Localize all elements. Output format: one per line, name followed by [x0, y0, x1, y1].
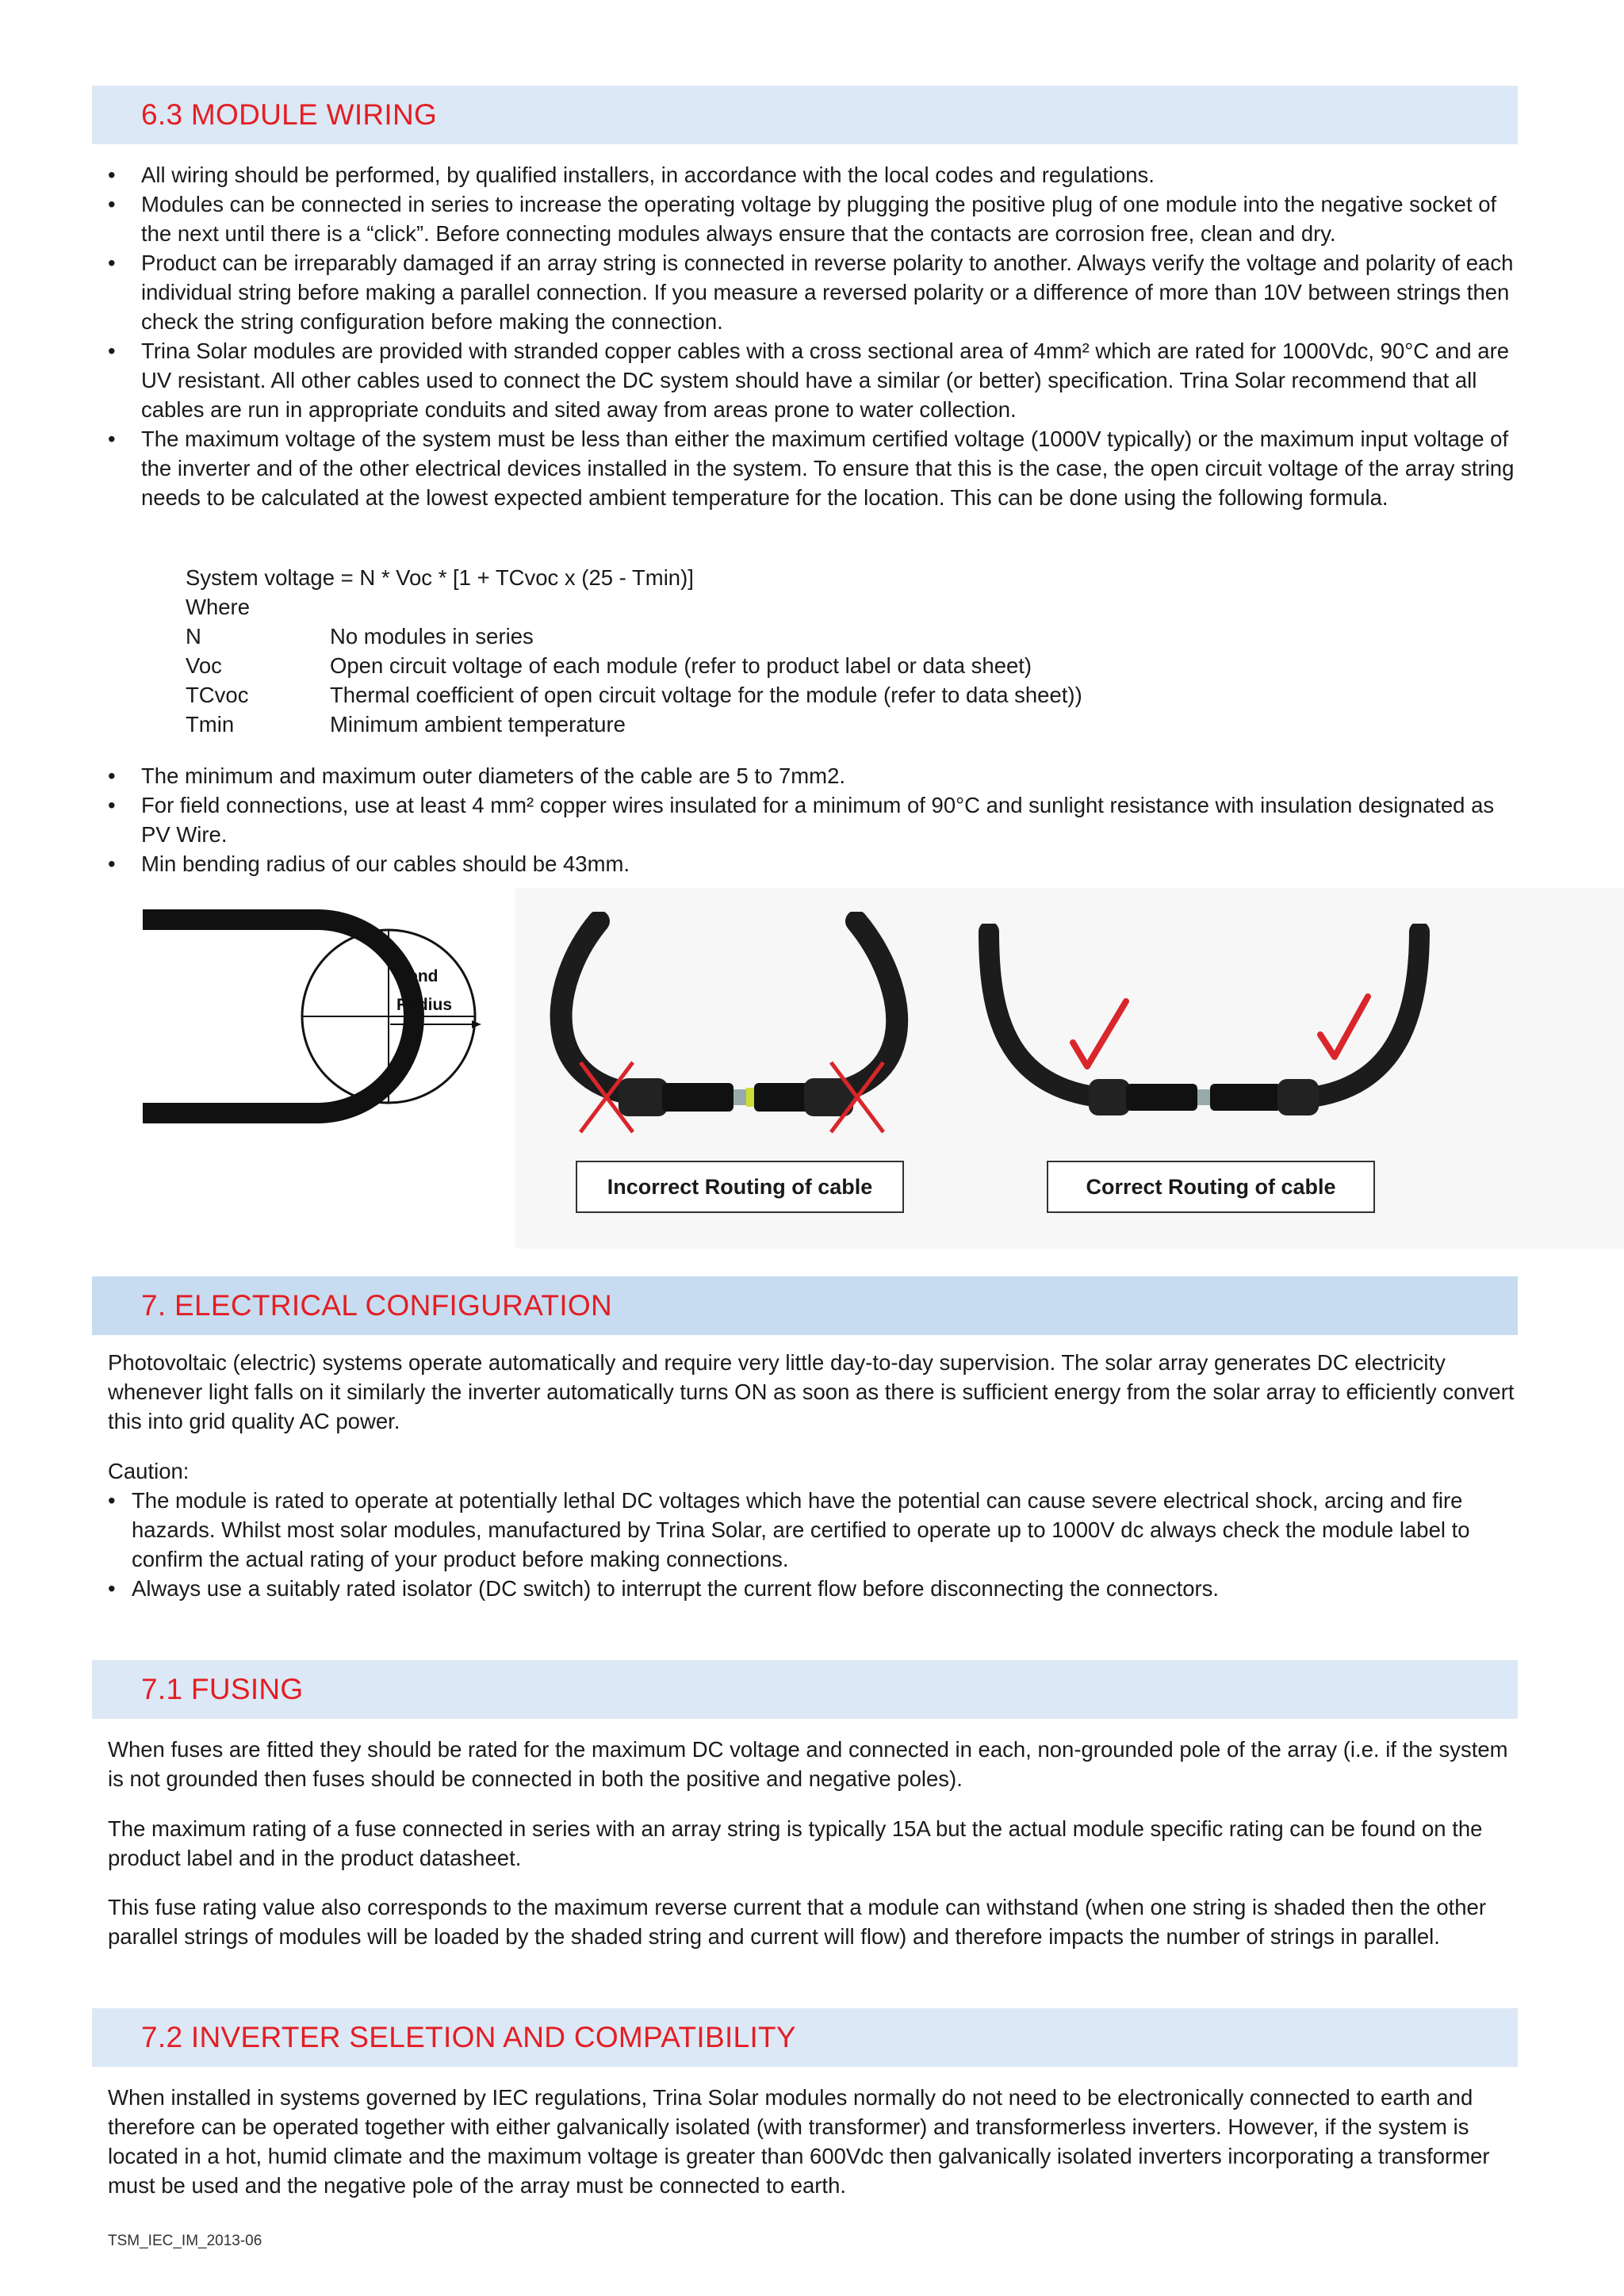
section-header-module-wiring — [92, 86, 1518, 144]
formula-where: Where — [186, 595, 250, 619]
formula-term — [186, 710, 1082, 739]
connector-nut-right — [1277, 1079, 1319, 1115]
bend-radius-diagram — [135, 904, 492, 1134]
electrical-intro-paragraph: Photovoltaic (electric) systems operate automatically and require very little day-to-day supervision. The solar array generates DC electricity whenever light falls on it similarly the inverter automatically turns ON as soon as there is sufficient energy from the solar array to efficiently convert this into grid quality AC power. — [108, 1350, 1515, 1433]
cable-right — [1304, 932, 1419, 1098]
term-desc: Open circuit voltage of each module (refer to product label or data sheet) — [330, 653, 1032, 678]
cable-left — [561, 921, 650, 1096]
bullet-item: • Trina Solar modules are provided with stranded copper cables with a cross sectional area of 4mm² which are rated for 1000Vdc, 90°C and are UV resistant. All other cables used to connect the DC system should have a similar (or better) specification. Trina Solar recommend that all cables are run in appropriate conduits and sited away from areas prone to water collection. — [108, 336, 1519, 424]
inverter-paragraph: When installed in systems governed by IEC regulations, Trina Solar modules normally do not need to be electronically connected to earth and therefore can be operated together with either galvanically isolated (with transformer) and transformerless inverters. However, if the system is located in a hot, humid climate and the maximum voltage is greater than 600Vdc then galvanically isolated inverters incorporating a transformer must be used and the negative pole of the array must be connected to earth. — [108, 2085, 1490, 2198]
section-header-electrical-configuration — [92, 1276, 1518, 1335]
bullet-item: • Always use a suitably rated isolator (DC switch) to interrupt the current flow before disconnecting the connectors. — [108, 1574, 1519, 1603]
fusing-paragraph: This fuse rating value also corresponds to the maximum reverse current that a module can withstand (when one string is shaded then the other parallel strings of modules will be loaded by the shaded string and current will flow) and therefore impacts the number of strings in parallel. — [108, 1895, 1487, 1949]
bullet-item: • Product can be irreparably damaged if an array string is connected in reverse polarity to another. Always verify the voltage and polarity of each individual string before making a parallel connection. If you measure a reversed polarity or a difference of more than 10V between strings then check the string configuration before making the connection. — [108, 248, 1519, 336]
wiring-bullet-list — [108, 160, 1519, 512]
connector-body-right — [754, 1083, 810, 1112]
cable-bullet-list — [108, 761, 1519, 878]
system-voltage-formula — [186, 563, 1082, 739]
fusing-paragraph: The maximum rating of a fuse connected in series with an array string is typically 15A but the actual module specific rating can be found on the product label and in the product datasheet. — [108, 1816, 1483, 1870]
correct-routing-illustration — [971, 924, 1447, 1146]
term-key: N — [186, 624, 201, 649]
cable-right — [809, 921, 897, 1096]
radius-arrow-head — [472, 1020, 481, 1028]
connector-latch — [746, 1088, 754, 1107]
term-key: TCvoc — [186, 683, 249, 707]
bullet-item: • All wiring should be performed, by qualified installers, in accordance with the local codes and regulations. — [108, 160, 1519, 189]
correct-routing-caption — [1047, 1161, 1375, 1213]
term-desc: Thermal coefficient of open circuit voltage for the module (refer to data sheet)) — [330, 683, 1082, 707]
fusing-paragraph: When fuses are fitted they should be rated for the maximum DC voltage and connected in each, non-grounded pole of the array (i.e. if the system is not grounded then fuses should be connected in both the positive and negative poles). — [108, 1737, 1508, 1791]
connector-body-right — [1210, 1084, 1281, 1111]
bend-label: Bend — [396, 967, 439, 985]
bullet-item: • Min bending radius of our cables should be 43mm. — [108, 849, 1519, 878]
radius-label: Radius — [396, 996, 453, 1014]
connector-nut-left — [1089, 1079, 1130, 1115]
section-title: 7.2 INVERTER SELETION AND COMPATIBILITY — [141, 2021, 796, 2053]
incorrect-routing-caption — [576, 1161, 904, 1213]
term-key: Tmin — [186, 712, 235, 737]
formula-term — [186, 651, 1082, 680]
bullet-item: • The minimum and maximum outer diameters of the cable are 5 to 7mm2. — [108, 761, 1519, 790]
connector-metal-left — [733, 1089, 746, 1105]
section-title: 7. ELECTRICAL CONFIGURATION — [141, 1289, 613, 1322]
connector-nut-left — [619, 1078, 668, 1116]
formula-term — [186, 680, 1082, 710]
section-header-fusing — [92, 1660, 1518, 1719]
caption-text: Incorrect Routing of cable — [607, 1174, 873, 1199]
cable-left — [989, 932, 1106, 1098]
document-footer-code: TSM_IEC_IM_2013-06 — [108, 2233, 262, 2249]
section-header-inverter-selection — [92, 2008, 1518, 2067]
formula-equation: System voltage = N * Voc * [1 + TCvoc x (25 - Tmin)] — [186, 565, 694, 590]
term-key: Voc — [186, 653, 222, 678]
caution-label: Caution: — [108, 1459, 190, 1483]
term-desc: No modules in series — [330, 624, 534, 649]
caution-bullet-list — [108, 1486, 1519, 1603]
check-mark-icon — [1073, 1001, 1126, 1066]
bullet-item: • The module is rated to operate at potentially lethal DC voltages which have the potential can cause severe electrical shock, arcing and fire hazards. Whilst most solar modules, manufactured by Trina Solar, are certified to operate up to 1000V dc always check the module label to confirm the actual rating of your product before making connections. — [108, 1486, 1519, 1574]
formula-term — [186, 622, 1082, 651]
connector-metal — [1197, 1089, 1210, 1105]
bullet-item: • For field connections, use at least 4 mm² copper wires insulated for a minimum of 90°C and sunlight resistance with insulation designated as PV Wire. — [108, 790, 1519, 849]
incorrect-routing-illustration — [531, 912, 944, 1150]
section-title: 6.3 MODULE WIRING — [141, 98, 438, 131]
connector-body-left — [1126, 1084, 1197, 1111]
check-mark-icon — [1320, 997, 1368, 1057]
connector-body-left — [662, 1083, 733, 1112]
caption-text: Correct Routing of cable — [1086, 1174, 1336, 1199]
bullet-item: • The maximum voltage of the system must be less than either the maximum certified voltage (1000V typically) or the maximum input voltage of the inverter and of the other electrical devices installed in the system. To ensure that this is the case, the open circuit voltage of the array string needs to be calculated at the lowest expected ambient temperature for the location. This can be done using the following formula. — [108, 424, 1519, 512]
term-desc: Minimum ambient temperature — [330, 712, 626, 737]
bullet-item: • Modules can be connected in series to increase the operating voltage by plugging the positive plug of one module into the negative socket of the next until there is a “click”. Before connecting modules always ensure that the contacts are corrosion free, clean and dry. — [108, 189, 1519, 248]
section-title: 7.1 FUSING — [141, 1673, 304, 1705]
